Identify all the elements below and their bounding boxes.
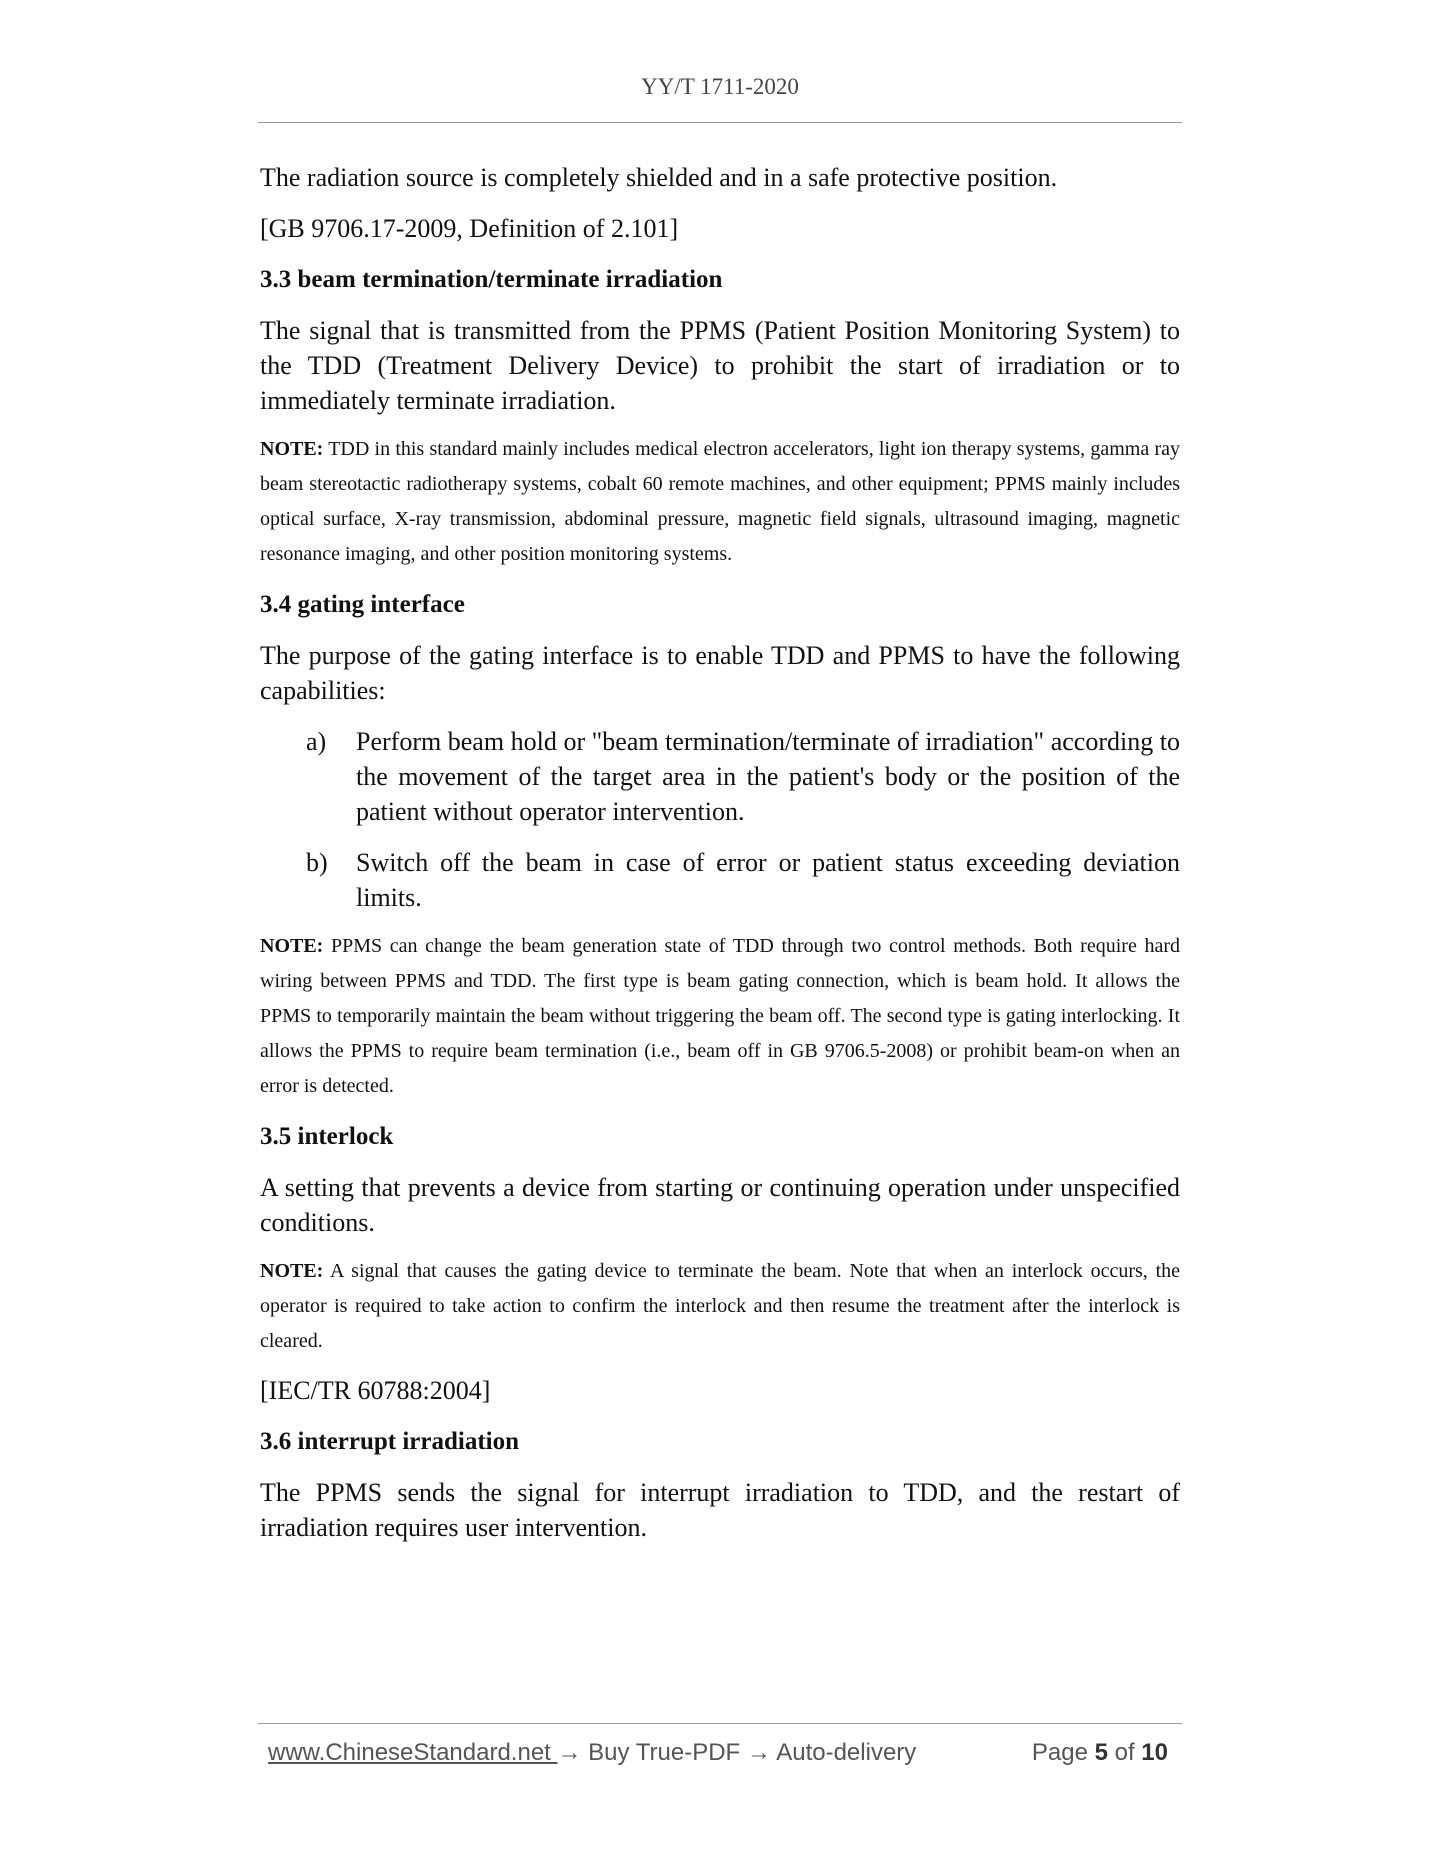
page-total: 10	[1141, 1739, 1168, 1766]
reference-gb9706-17: [GB 9706.17-2009, Definition of 2.101]	[260, 214, 679, 243]
page-footer	[268, 1728, 1178, 1778]
page-header: YY/T 1711-2020	[641, 74, 799, 99]
page-content	[260, 160, 1180, 1545]
page-label: Page	[1031, 1739, 1095, 1766]
page-of: of	[1107, 1739, 1142, 1766]
note-label: NOTE:	[260, 935, 324, 957]
section-text-3-6: The PPMS sends the signal for interrupt irradiation to TDD, and the restart of irradiation requires user intervention.	[260, 1478, 1180, 1542]
list-item	[260, 724, 1180, 829]
note-3-5	[260, 1254, 1180, 1359]
section-text-3-5: A setting that prevents a device from starting or continuing operation under unspecified conditions.	[260, 1173, 1180, 1237]
buy-true-pdf-text: Buy True-PDF	[581, 1739, 747, 1766]
site-link[interactable]: www.ChineseStandard.net	[268, 1739, 558, 1766]
list-marker: b)	[306, 848, 328, 877]
list-item-text: Perform beam hold or "beam termination/terminate of irradiation" according to the movement of the target area in the patient's body or the position of the patient without operator intervention.	[356, 727, 1180, 826]
footer-promo	[268, 1728, 916, 1778]
note-text: PPMS can change the beam generation state of TDD through two control methods. Both require hard wiring between PPMS and TDD. The first type is beam gating connection, which is beam hold. It allows the PPMS to temporarily maintain the beam without triggering the beam off. The second type is gating interlocking. It allows the PPMS to require beam termination (i.e., beam off in GB 9706.5-2008) or prohibit beam-on when an error is detected.	[260, 935, 1180, 1097]
note-text: TDD in this standard mainly includes medical electron accelerators, light ion therapy systems, gamma ray beam stereotactic radiotherapy systems, cobalt 60 remote machines, and other equipment; PPMS mainly includes optical surface, X-ray transmission, abdominal pressure, magnetic field signals, ultrasound imaging, magnetic resonance imaging, and other position monitoring systems.	[260, 438, 1180, 565]
note-3-4	[260, 929, 1180, 1104]
page-number	[1032, 1728, 1168, 1778]
section-text-3-3: The signal that is transmitted from the PPMS (Patient Position Monitoring System) to the TDD (Treatment Delivery Device) to prohibit the start of irradiation or to immediately terminate irradiation.	[260, 316, 1180, 415]
paragraph-shielded: The radiation source is completely shielded and in a safe protective position.	[260, 163, 1058, 192]
section-heading-3-3: 3.3 beam termination/terminate irradiation	[260, 266, 723, 293]
reference-iec-tr-60788: [IEC/TR 60788:2004]	[260, 1376, 491, 1405]
list-marker: a)	[306, 727, 327, 756]
note-label: NOTE:	[260, 1260, 324, 1282]
list-item	[260, 845, 1180, 915]
section-heading-3-6: 3.6 interrupt irradiation	[260, 1428, 520, 1455]
section-text-3-4: The purpose of the gating interface is to enable TDD and PPMS to have the following capabilities:	[260, 641, 1180, 705]
note-3-3	[260, 432, 1180, 572]
header-divider	[258, 122, 1182, 123]
note-text: A signal that causes the gating device to terminate the beam. Note that when an interlock occurs, the operator is required to take action to confirm the interlock and then resume the treatment after the interlock is cleared.	[260, 1260, 1180, 1352]
section-heading-3-5: 3.5 interlock	[260, 1123, 394, 1150]
note-label: NOTE:	[260, 438, 324, 460]
auto-delivery-text: Auto-delivery	[770, 1739, 917, 1766]
section-heading-3-4: 3.4 gating interface	[260, 591, 465, 618]
arrow-right-icon: →	[746, 1739, 771, 1766]
page-current: 5	[1094, 1739, 1108, 1766]
arrow-right-icon: →	[557, 1739, 582, 1766]
list-item-text: Switch off the beam in case of error or patient status exceeding deviation limits.	[356, 848, 1180, 912]
footer-divider	[258, 1723, 1182, 1724]
